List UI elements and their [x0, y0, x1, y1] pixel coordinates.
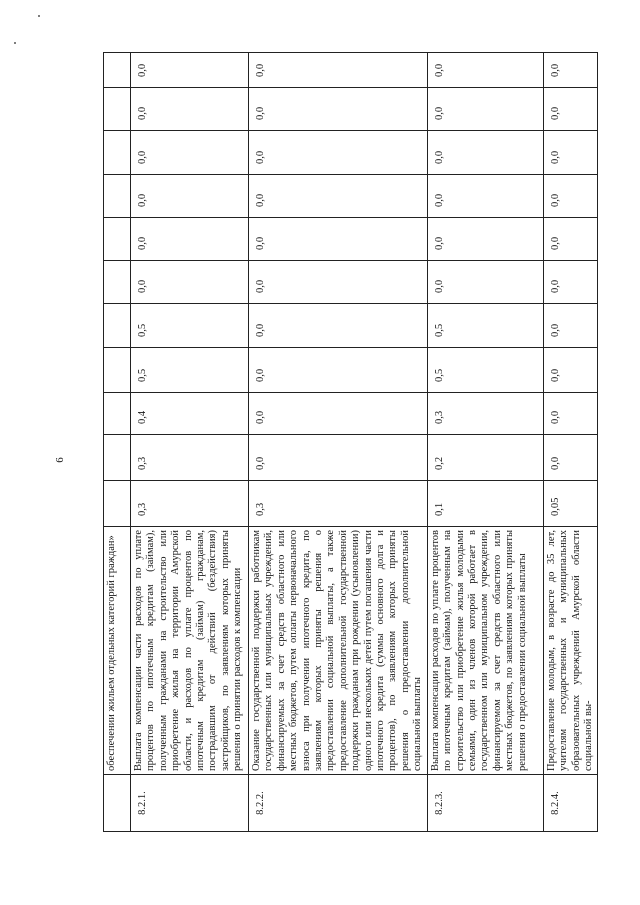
row-number: 8.2.3. — [427, 775, 543, 832]
table-area — [103, 57, 594, 832]
value-cell: 0,0 — [131, 131, 249, 175]
value-cell: 0,0 — [543, 175, 598, 218]
value-cell: 0,0 — [543, 261, 598, 304]
row-description: Оказание государственной поддержки работникам государственных или муниципальных учреждений, финансируемых за счет средств областного или местных бюджетов, путем оплаты первоначального взноса при получении ипотечного кредита, по заявлениям которых приняты решения о предоставлении социальной выплаты, а также предоставление дополнительной государственной поддержки гражданам при рождении (усыновлении) одного или нескольких детей путем погашения части ипотечного кредита (суммы основного долга и процентов), по заявлениям которых приняты решения о предоставлении дополнительной социальной выплаты — [249, 527, 428, 775]
value-cell: 0,0 — [543, 53, 598, 88]
value-cell: 0,3 — [249, 481, 428, 527]
value-cell: 0,3 — [427, 393, 543, 435]
value-cell: 0,0 — [249, 131, 428, 175]
value-cell: 0,0 — [427, 131, 543, 175]
value-cell — [104, 348, 131, 393]
value-cell: 0,0 — [543, 435, 598, 481]
value-cell: 0,0 — [249, 53, 428, 88]
row-number: 8.2.2. — [249, 775, 428, 832]
value-cell — [104, 131, 131, 175]
row-description: Выплата компенсации части расходов по уплате процентов по ипотечным кредитам (займам), полученным гражданами на строительство или приобретение жилья на территории Амурской области, и расходов по уплате процентов по ипотечным кредитам (займам) гражданам, пострадавшим от действий (бездействия) застройщиков, по заявлениям которых приняты решения о принятии расходов к компенсации — [131, 527, 249, 775]
value-cell: 0,0 — [427, 53, 543, 88]
value-cell: 0,0 — [249, 261, 428, 304]
value-cell: 0,5 — [131, 348, 249, 393]
value-cell: 0,5 — [131, 304, 249, 348]
value-cell: 0,3 — [131, 481, 249, 527]
value-cell: 0,0 — [543, 393, 598, 435]
row-description: Выплата компенсации расходов по уплате процентов по ипотечным кредитам (займам), полученным на строительство или приобретение жилья молодыми семьями, один из членов которой работает в государственном или муниципальном учреждении, финансируемом за счет средств областного или местных бюджетов, по заявлениям которых приняты решения о предоставлении социальной выплаты — [427, 527, 543, 775]
value-cell — [104, 53, 131, 88]
value-cell: 0,0 — [131, 88, 249, 131]
table-row — [104, 53, 131, 832]
scan-speck — [38, 15, 40, 17]
row-number — [104, 775, 131, 832]
value-cell — [104, 175, 131, 218]
row-number: 8.2.4. — [543, 775, 598, 832]
value-cell: 0,0 — [131, 218, 249, 261]
value-cell: 0,05 — [543, 481, 598, 527]
value-cell: 0,0 — [249, 88, 428, 131]
table-row — [131, 53, 249, 832]
value-cell — [104, 261, 131, 304]
value-cell: 0,0 — [249, 304, 428, 348]
value-cell: 0,0 — [131, 261, 249, 304]
value-cell: 0,0 — [249, 393, 428, 435]
scan-speck — [14, 42, 16, 44]
value-cell — [104, 393, 131, 435]
value-cell: 0,0 — [131, 175, 249, 218]
value-cell: 0,0 — [249, 175, 428, 218]
value-cell: 0,0 — [543, 88, 598, 131]
value-cell: 0,0 — [427, 218, 543, 261]
row-description: Предоставление молодым, в возрасте до 35 лет, учителям государственных и муниципальных образовательных учреждений Амурской области социальной вы- — [543, 527, 598, 775]
value-cell: 0,4 — [131, 393, 249, 435]
table-row — [427, 53, 543, 832]
value-cell: 0,1 — [427, 481, 543, 527]
value-cell: 0,0 — [131, 53, 249, 88]
page-number: 6 — [54, 457, 66, 463]
value-cell: 0,0 — [427, 261, 543, 304]
program-table — [103, 52, 598, 832]
value-cell: 0,5 — [427, 348, 543, 393]
value-cell: 0,0 — [543, 131, 598, 175]
value-cell: 0,0 — [543, 304, 598, 348]
value-cell: 0,0 — [427, 175, 543, 218]
value-cell: 0,0 — [249, 435, 428, 481]
value-cell: 0,3 — [131, 435, 249, 481]
value-cell — [104, 304, 131, 348]
value-cell — [104, 481, 131, 527]
value-cell: 0,0 — [543, 348, 598, 393]
table-row — [543, 53, 598, 832]
value-cell: 0,0 — [249, 348, 428, 393]
row-description: обеспечении жильем отдельных категорий граждан» — [104, 527, 131, 775]
value-cell: 0,5 — [427, 304, 543, 348]
value-cell — [104, 88, 131, 131]
value-cell: 0,2 — [427, 435, 543, 481]
value-cell: 0,0 — [427, 88, 543, 131]
rotated-table-container — [103, 57, 594, 832]
row-number: 8.2.1. — [131, 775, 249, 832]
table-row — [249, 53, 428, 832]
value-cell: 0,0 — [543, 218, 598, 261]
value-cell — [104, 218, 131, 261]
value-cell — [104, 435, 131, 481]
value-cell: 0,0 — [249, 218, 428, 261]
